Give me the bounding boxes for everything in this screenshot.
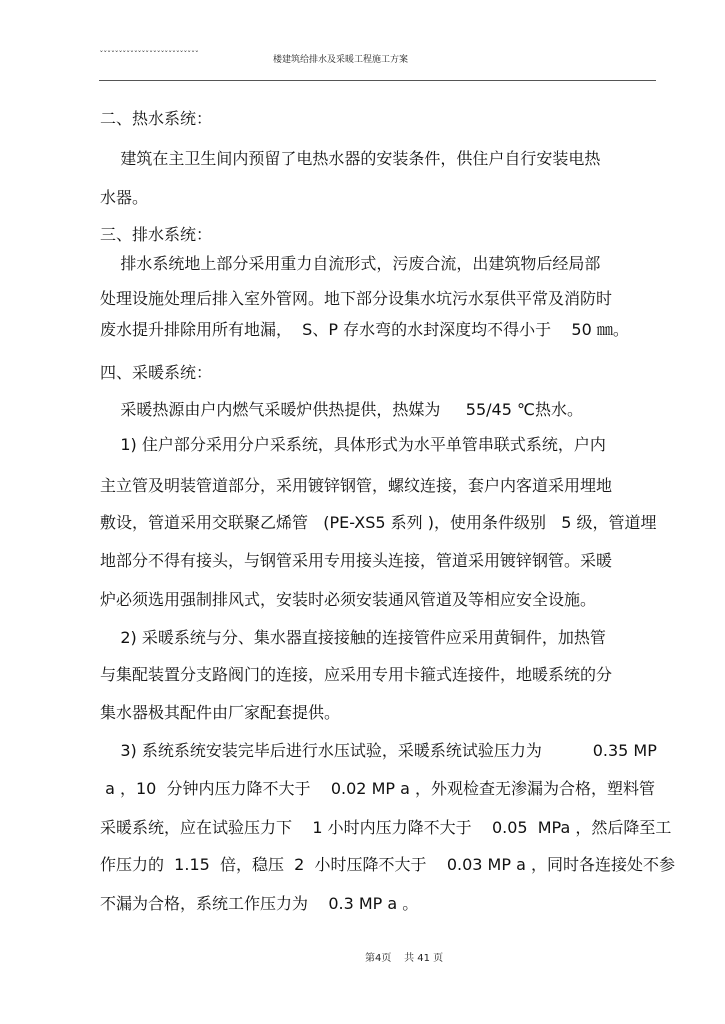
paragraph-line: 排水系统地上部分采用重力自流形式，污废合流，出建筑物后经局部 [100,254,601,273]
paragraph-line: 3) 系统系统安装完毕后进行水压试验，采暖系统试验压力为 0.35 MP [100,741,657,760]
paragraph-line: a ，10 分钟内压力降不大于 0.02 MP a ，外观检查无渗漏为合格，塑料管 [100,779,655,798]
paragraph-line: 采暖热源由户内燃气采暖炉供热提供，热媒为 55/45 ℃热水。 [100,400,583,419]
paragraph-line: 与集配装置分支路阀门的连接，应采用专用卡箍式连接件，地暖系统的分 [100,665,613,684]
paragraph-line: 废水提升排除用所有地漏， S、P 存水弯的水封深度均不得小于 50 ㎜。 [100,320,629,339]
paragraph-line: 处理设施处理后排入室外管网。地下部分设集水坑污水泵供平常及消防时 [100,289,613,308]
section-heading-hot-water: 二、热水系统： [100,109,213,128]
paragraph-line: 水器。 [100,188,149,207]
paragraph-line: 2) 采暖系统与分、集水器直接接触的连接管件应采用黄铜件，加热管 [100,628,606,647]
paragraph-line: 炉必须选用强制排风式，安装时必须安装通风管道及等相应安全设施。 [100,590,597,609]
paragraph-line: 地部分不得有接头，与钢管采用专用接头连接，管道采用镀锌钢管。采暖 [100,551,613,570]
paragraph-line: 主立管及明装管道部分，采用镀锌钢管，螺纹连接，套户内客道采用埋地 [100,476,613,495]
paragraph-line: 建筑在主卫生间内预留了电热水器的安装条件，供住户自行安装电热 [100,149,601,168]
paragraph-line: 不漏为合格，系统工作压力为 0.3 MP a 。 [100,894,419,913]
paragraph-line: 采暖系统，应在试验压力下 1 小时内压力降不大于 0.05 MPa ，然后降至工 [100,818,672,837]
section-heading-heating: 四、采暖系统： [100,363,213,382]
paragraph-line: 1) 住户部分采用分户采系统，具体形式为水平单管串联式系统，户内 [100,435,606,454]
header-divider [99,80,656,81]
page-number-footer: 第4页 共 41 页 [365,953,444,964]
paragraph-line: 集水器极其配件由厂家配套提供。 [100,703,341,722]
header-left-marks: ˇˇˇˇˇˇˇˇˇˇˇˇˇˇˇˇˇˇˇˇˇˇˇˇˇˇ [99,50,199,59]
paragraph-line: 作压力的 1.15 倍，稳压 2 小时压降不大于 0.03 MP a ，同时各连接处不参 [100,855,675,874]
paragraph-line: 敷设，管道采用交联聚乙烯管 (PE-XS5 系列 )，使用条件级别 5 级，管道埋 [100,513,657,532]
section-heading-drainage: 三、排水系统： [100,225,213,244]
header-title: 楼建筑给排水及采暖工程施工方案 [273,55,409,65]
